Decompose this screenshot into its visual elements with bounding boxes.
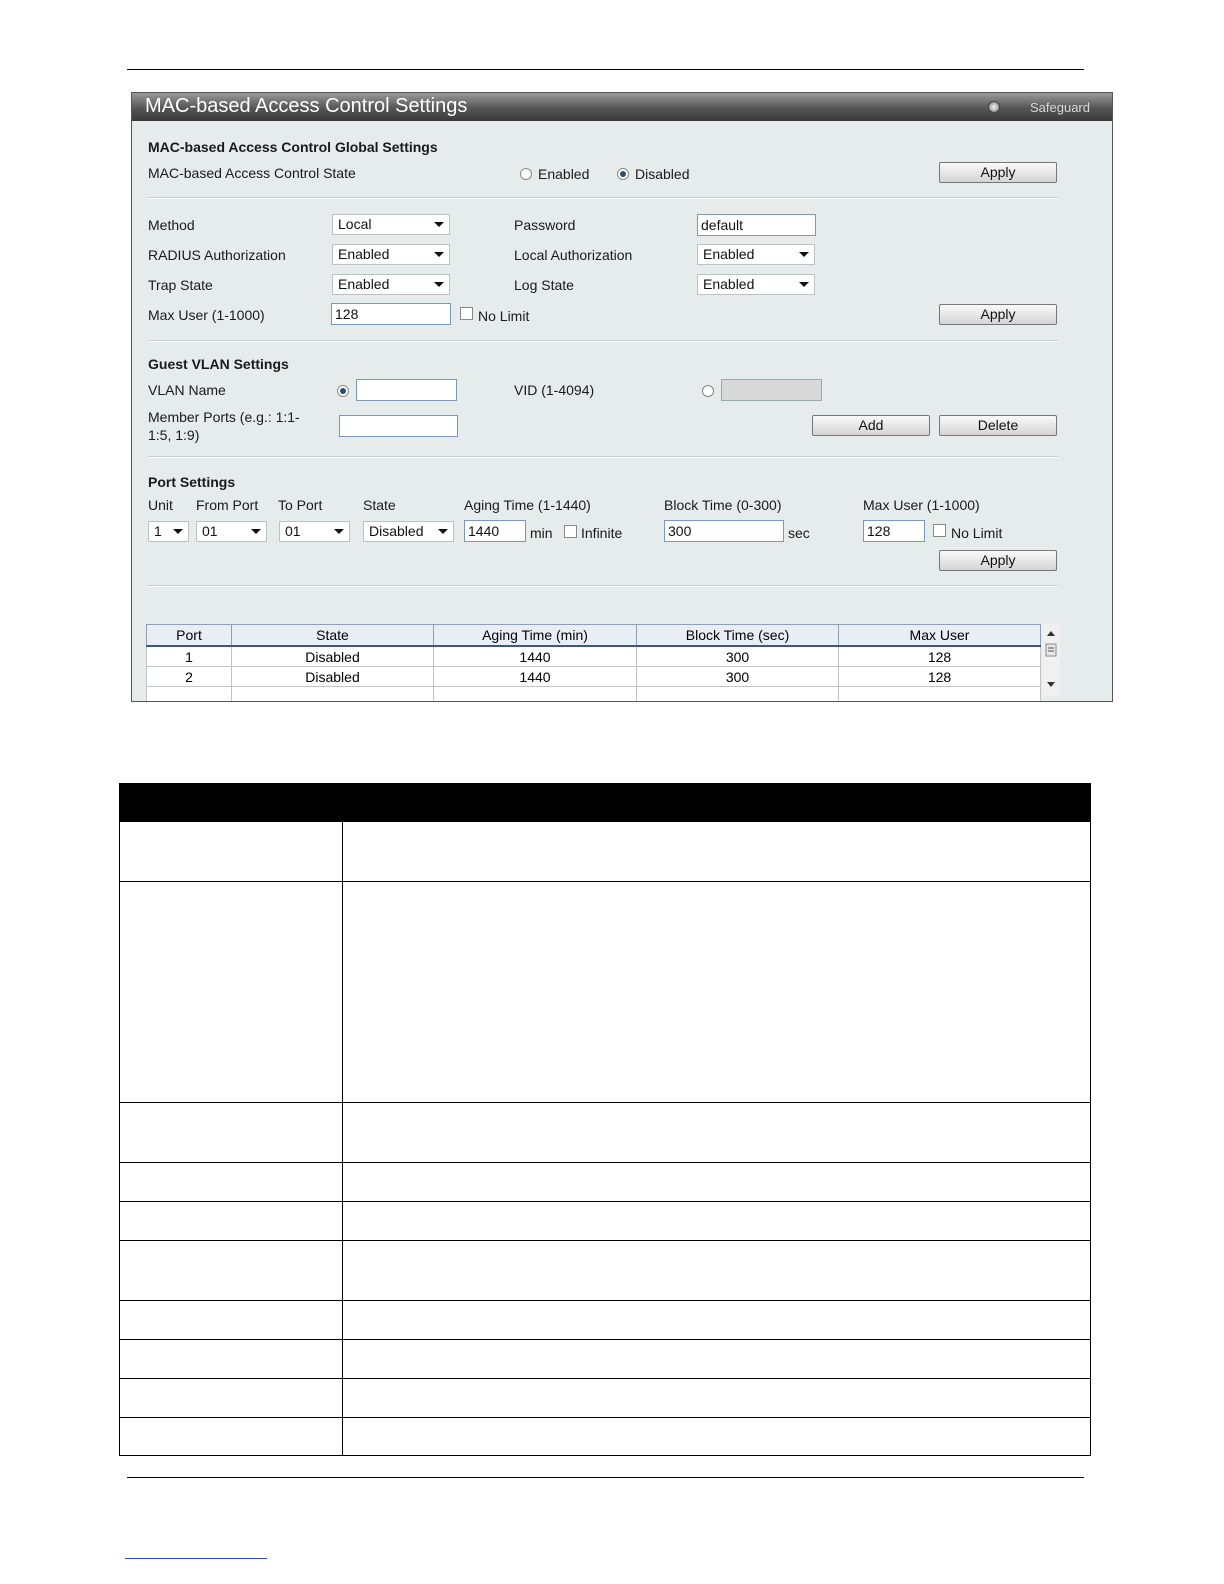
table-cell <box>343 1379 1091 1418</box>
table-cell <box>120 822 343 882</box>
from-port-select[interactable] <box>196 521 267 542</box>
radius-authorization-value: Enabled <box>338 246 390 262</box>
header-max-user: Max User <box>839 625 1041 647</box>
safeguard-icon <box>988 101 1000 113</box>
table-row <box>120 1340 1091 1379</box>
block-time-input[interactable]: 300 <box>664 520 784 542</box>
cell-cutoff <box>434 687 637 703</box>
password-label: Password <box>514 217 576 233</box>
table-cell <box>343 1202 1091 1241</box>
max-user-input[interactable]: 128 <box>331 303 451 325</box>
port-state-select[interactable] <box>363 521 454 542</box>
header-port: Port <box>147 625 232 647</box>
table-row <box>147 667 1041 687</box>
table-cell <box>120 1163 343 1202</box>
settings-apply-button[interactable]: Apply <box>939 304 1057 325</box>
state-disabled-radio[interactable] <box>617 168 629 180</box>
table-cell <box>120 1103 343 1163</box>
section-divider <box>148 585 1058 587</box>
cell-state: Disabled <box>232 667 434 687</box>
unit-value: 1 <box>154 523 162 539</box>
to-port-value: 01 <box>285 523 301 539</box>
log-state-select[interactable] <box>697 274 815 295</box>
guest-vlan-heading: Guest VLAN Settings <box>148 356 289 372</box>
chevron-down-icon <box>434 252 444 257</box>
from-port-value: 01 <box>202 523 218 539</box>
chevron-down-icon <box>434 282 444 287</box>
section-divider <box>148 340 1058 342</box>
log-state-value: Enabled <box>703 276 755 292</box>
window-titlebar <box>132 93 1112 121</box>
table-scrollbar[interactable] <box>1042 624 1060 696</box>
vid-label: VID (1-4094) <box>514 382 595 398</box>
vlan-name-radio[interactable] <box>337 385 349 397</box>
description-table-header <box>120 784 1091 822</box>
chevron-down-icon <box>799 282 809 287</box>
cell-cutoff <box>232 687 434 703</box>
infinite-checkbox[interactable] <box>564 525 577 538</box>
port-state-value: Disabled <box>369 523 424 539</box>
table-cell <box>343 1241 1091 1301</box>
cell-port: 2 <box>147 667 232 687</box>
chevron-down-icon <box>799 252 809 257</box>
table-row <box>120 1418 1091 1456</box>
delete-button[interactable]: Delete <box>939 415 1057 436</box>
unit-label: Unit <box>148 497 173 513</box>
state-enabled-label: Enabled <box>538 166 590 182</box>
cell-aging-time: 1440 <box>434 667 637 687</box>
method-select[interactable] <box>332 214 450 235</box>
global-settings-heading: MAC-based Access Control Global Settings <box>148 139 438 155</box>
method-label: Method <box>148 217 195 233</box>
method-value: Local <box>338 216 372 232</box>
state-disabled-label: Disabled <box>635 166 690 182</box>
max-user-no-limit-label: No Limit <box>478 308 530 324</box>
window-title: MAC-based Access Control Settings <box>145 95 468 117</box>
port-max-user-label: Max User (1-1000) <box>863 497 980 513</box>
vlan-name-label: VLAN Name <box>148 382 226 398</box>
description-table <box>119 783 1091 1456</box>
access-control-state-label: MAC-based Access Control State <box>148 165 356 181</box>
table-row <box>120 1379 1091 1418</box>
global-apply-button[interactable]: Apply <box>939 162 1057 183</box>
safeguard-badge: Safeguard <box>1030 100 1090 115</box>
log-state-label: Log State <box>514 277 574 293</box>
aging-time-label: Aging Time (1-1440) <box>464 497 591 513</box>
table-row <box>147 646 1041 667</box>
table-cell <box>120 1301 343 1340</box>
table-row <box>120 1241 1091 1301</box>
to-port-label: To Port <box>278 497 323 513</box>
table-cell <box>343 1103 1091 1163</box>
cell-aging-time: 1440 <box>434 646 637 667</box>
port-no-limit-label: No Limit <box>951 525 1003 541</box>
trap-state-value: Enabled <box>338 276 390 292</box>
trap-state-select[interactable] <box>332 274 450 295</box>
table-cell <box>120 1418 343 1456</box>
port-apply-button[interactable]: Apply <box>939 550 1057 571</box>
table-row <box>120 1301 1091 1340</box>
table-cell <box>120 1379 343 1418</box>
cell-block-time: 300 <box>637 646 839 667</box>
cell-port: 1 <box>147 646 232 667</box>
scrollbar-arrows-icon <box>1042 624 1060 696</box>
cell-cutoff <box>637 687 839 703</box>
member-ports-label-line2: 1:5, 1:9) <box>148 427 200 443</box>
table-cell <box>343 1418 1091 1456</box>
header-cell <box>120 784 343 822</box>
radius-authorization-label: RADIUS Authorization <box>148 247 286 263</box>
port-max-user-input[interactable]: 128 <box>863 520 925 542</box>
table-cell <box>120 882 343 1103</box>
add-button[interactable]: Add <box>812 415 930 436</box>
table-cell <box>120 1340 343 1379</box>
table-cell <box>343 822 1091 882</box>
chevron-down-icon <box>334 529 344 534</box>
port-no-limit-checkbox[interactable] <box>933 524 946 537</box>
port-table <box>146 624 1041 702</box>
header-block-time: Block Time (sec) <box>637 625 839 647</box>
local-authorization-value: Enabled <box>703 246 755 262</box>
port-table-header <box>147 625 1041 647</box>
table-cell <box>120 1241 343 1301</box>
chevron-down-icon <box>438 529 448 534</box>
port-settings-heading: Port Settings <box>148 474 236 490</box>
max-user-no-limit-checkbox[interactable] <box>460 307 473 320</box>
infinite-label: Infinite <box>581 525 623 541</box>
header-aging-time: Aging Time (min) <box>434 625 637 647</box>
state-enabled-radio[interactable] <box>520 168 532 180</box>
table-cell <box>343 1301 1091 1340</box>
cell-block-time: 300 <box>637 667 839 687</box>
footer-link-underline <box>125 1558 267 1559</box>
local-authorization-label: Local Authorization <box>514 247 633 263</box>
cell-max-user: 128 <box>839 667 1041 687</box>
local-authorization-select[interactable] <box>697 244 815 265</box>
table-cell <box>343 882 1091 1103</box>
table-cell <box>120 1202 343 1241</box>
section-divider <box>148 456 1058 458</box>
table-cell <box>343 1163 1091 1202</box>
member-ports-label-line1: Member Ports (e.g.: 1:1- <box>148 409 300 425</box>
chevron-down-icon <box>434 222 444 227</box>
vlan-name-input[interactable] <box>356 379 457 401</box>
table-row <box>147 687 1041 703</box>
chevron-down-icon <box>173 529 183 534</box>
table-row <box>120 1202 1091 1241</box>
aging-time-unit: min <box>530 525 553 541</box>
chevron-down-icon <box>251 529 261 534</box>
trap-state-label: Trap State <box>148 277 213 293</box>
header-cell <box>343 784 1091 822</box>
max-user-label: Max User (1-1000) <box>148 307 265 323</box>
vid-radio[interactable] <box>702 385 714 397</box>
footer-rule <box>127 1477 1084 1478</box>
table-row <box>120 1163 1091 1202</box>
header-state: State <box>232 625 434 647</box>
mac-access-control-panel <box>131 92 1113 702</box>
unit-select[interactable] <box>148 521 189 542</box>
to-port-select[interactable] <box>279 521 350 542</box>
block-time-unit: sec <box>788 525 810 541</box>
table-row <box>120 1103 1091 1163</box>
header-rule <box>127 69 1084 70</box>
cell-state: Disabled <box>232 646 434 667</box>
table-row <box>120 822 1091 882</box>
block-time-label: Block Time (0-300) <box>664 497 782 513</box>
table-cell <box>343 1340 1091 1379</box>
member-ports-input[interactable] <box>339 415 458 437</box>
state-label: State <box>363 497 396 513</box>
password-input[interactable]: default <box>697 214 816 236</box>
table-row <box>120 882 1091 1103</box>
aging-time-input[interactable]: 1440 <box>464 520 526 542</box>
from-port-label: From Port <box>196 497 259 513</box>
section-divider <box>148 197 1058 199</box>
cell-cutoff <box>839 687 1041 703</box>
cell-max-user: 128 <box>839 646 1041 667</box>
cell-cutoff <box>147 687 232 703</box>
radius-authorization-select[interactable] <box>332 244 450 265</box>
vid-input[interactable] <box>721 379 822 401</box>
